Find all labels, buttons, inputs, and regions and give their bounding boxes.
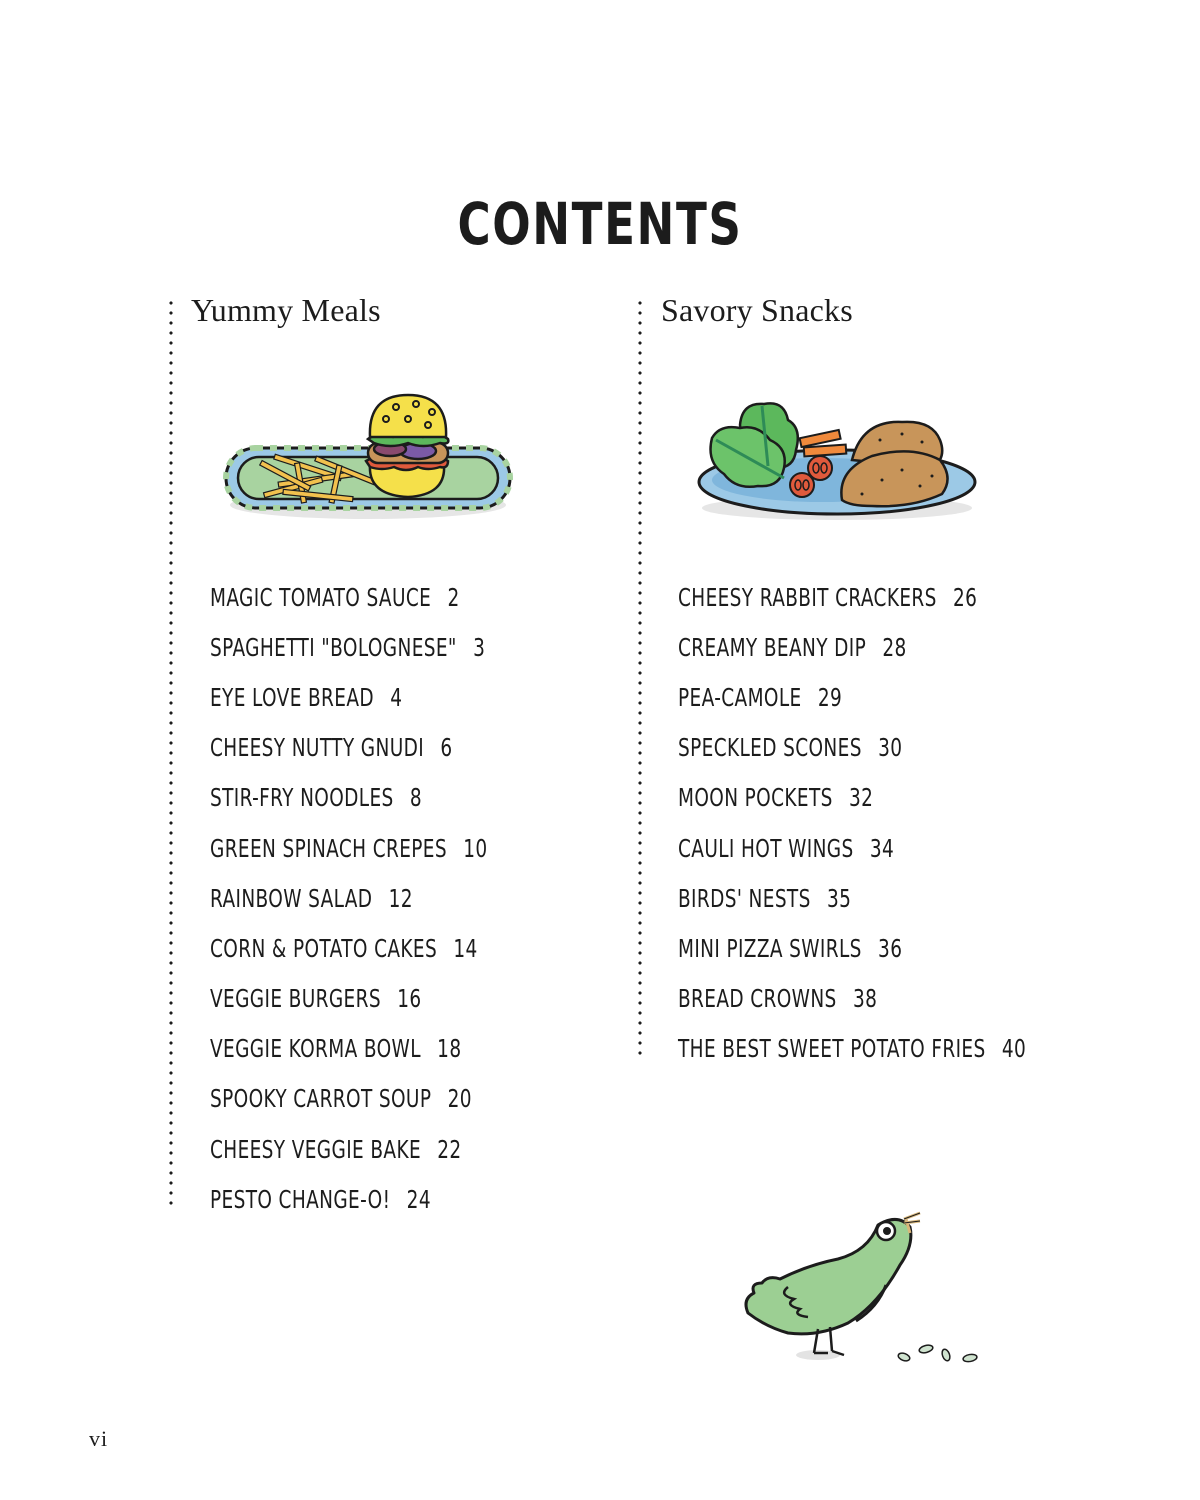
toc-entry[interactable] [210,1024,488,1074]
toc-entry[interactable] [678,773,1026,823]
toc-entry-title: SPOOKY CARROT SOUP [210,1084,432,1114]
toc-entry-title: GREEN SPINACH CREPES [210,833,447,863]
toc-entry-page: 26 [953,582,978,612]
toc-entry-title: BIRDS' NESTS [678,883,811,913]
toc-entry-page: 40 [1001,1034,1027,1064]
toc-entry-page: 18 [437,1034,462,1064]
toc-entry-page: 16 [397,984,422,1014]
toc-entry-title: RAINBOW SALAD [210,883,373,913]
toc-entry[interactable] [210,723,488,773]
toc-entry-title: THE BEST SWEET POTATO FRIES [678,1034,986,1064]
toc-entry-page: 29 [817,682,843,712]
pasties-salad-plate-illustration [692,390,982,525]
toc-entry[interactable] [210,923,488,973]
toc-entry-title: SPAGHETTI "BOLOGNESE" [210,632,457,662]
toc-entry-page: 3 [473,632,486,662]
toc-entry-page: 22 [437,1134,462,1164]
toc-entry[interactable] [210,974,488,1024]
toc-entry-page: 8 [409,783,423,813]
toc-entry[interactable] [210,1174,488,1224]
toc-entry-title: CHEESY RABBIT CRACKERS [678,582,937,612]
toc-entry-title: MAGIC TOMATO SAUCE [210,582,432,612]
dotted-rule [637,298,643,1060]
toc-entry-page: 34 [869,833,895,863]
toc-entry-title: CHEESY NUTTY GNUDI [210,733,425,763]
toc-entry-page: 30 [878,733,903,763]
toc-entry-page: 14 [453,933,478,963]
toc-entry-title: EYE LOVE BREAD [210,682,374,712]
toc-entry[interactable] [210,873,488,923]
toc-entry[interactable] [210,1074,488,1124]
toc-entry-title: CORN & POTATO CAKES [210,933,438,963]
toc-entry-title: CAULI HOT WINGS [678,833,854,863]
dotted-rule [168,298,174,1210]
toc-entry[interactable] [678,923,1026,973]
section-heading: Yummy Meals [191,292,381,328]
toc-entry-title: PESTO CHANGE-O! [210,1184,391,1214]
toc-entry-page: 36 [878,933,903,963]
toc-entry[interactable] [210,672,488,722]
toc-entry-page: 35 [826,883,852,913]
toc-entry[interactable] [210,572,488,622]
toc-entry-title: CHEESY VEGGIE BAKE [210,1134,422,1164]
toc-entry-title: MOON POCKETS [678,783,833,813]
section-yummy-meals [168,290,608,1214]
green-bird-eating-seeds-illustration [738,1205,988,1370]
toc-entry-page: 20 [447,1084,472,1114]
toc-entry-page: 24 [406,1184,431,1214]
toc-entry[interactable] [678,572,1026,622]
toc-entry-page: 32 [849,783,874,813]
burger-and-fries-plate-illustration [218,385,518,530]
toc-entry[interactable] [678,1024,1026,1074]
toc-entry-title: CREAMY BEANY DIP [678,632,867,662]
toc-entry-title: STIR-FRY NOODLES [210,783,394,813]
toc-entry[interactable] [210,823,488,873]
section-heading: Savory Snacks [661,292,853,328]
toc-entry[interactable] [678,823,1026,873]
toc-entry[interactable] [210,773,488,823]
toc-entry[interactable] [678,672,1026,722]
toc-entry-page: 28 [882,632,907,662]
toc-entry[interactable] [678,622,1026,672]
section-savory-snacks [637,290,1077,1064]
toc-entry-title: VEGGIE KORMA BOWL [210,1034,421,1064]
toc-entry-title: VEGGIE BURGERS [210,984,381,1014]
toc-entry-page: 38 [852,984,878,1014]
toc-list [210,572,585,1224]
toc-entry[interactable] [678,873,1026,923]
toc-entry-page: 10 [463,833,488,863]
toc-entry-page: 12 [388,883,413,913]
toc-entry[interactable] [210,1124,488,1174]
toc-entry-page: 2 [447,582,460,612]
page-number: vi [89,1426,109,1451]
toc-entry[interactable] [678,723,1026,773]
page-title: CONTENTS [457,190,743,258]
toc-entry-title: PEA-CAMOLE [678,682,802,712]
toc-entry[interactable] [210,622,488,672]
toc-entry-title: MINI PIZZA SWIRLS [678,933,862,963]
toc-entry[interactable] [678,974,1026,1024]
toc-entry-page: 6 [440,733,453,763]
toc-entry-page: 4 [390,682,403,712]
toc-entry-title: SPECKLED SCONES [678,733,862,763]
toc-list [678,572,1149,1074]
toc-entry-title: BREAD CROWNS [678,984,837,1014]
